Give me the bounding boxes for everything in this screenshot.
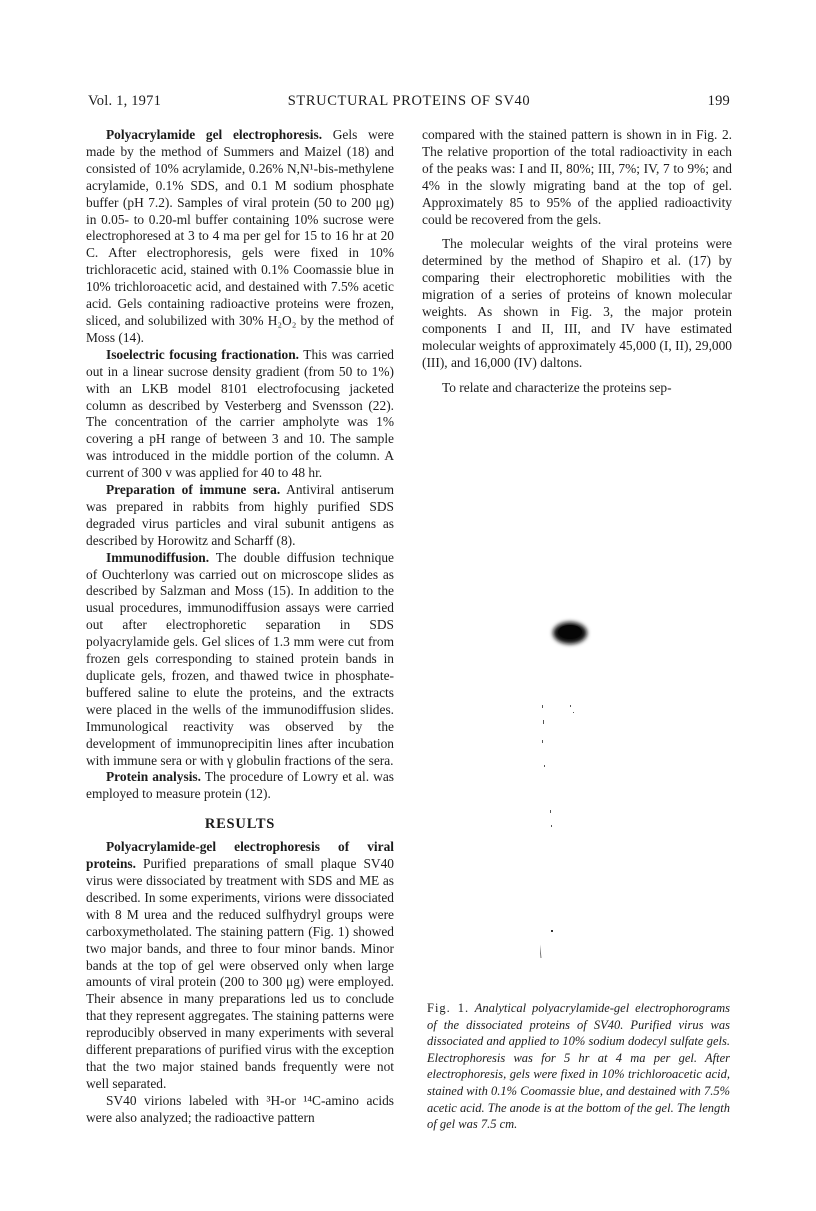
paragraph-immunodiffusion — [86, 550, 394, 770]
runin-heading: Polyacrylamide gel electrophoresis. — [106, 127, 323, 142]
gel-lower-dots — [540, 894, 553, 947]
paragraph-text: Gels were made by the method of Summers and Maizel (18) and consisted of 10% acrylamide, 0.26% N,N¹-bis-methylene acrylamide, 0.1% SDS, and 0.1 M sodium phosphate buffer (pH 7.2). Samples of viral protein (50 to 200 μg) in 0.05- to 0.20-ml buffer containing 10% sucrose were electrophoresed at 3 to 4 ma per gel for 15 to 16 hr at 20 C. After electrophoresis, gels were fixed in 10% trichloracetic acid, stained with 0.1% Coomassie blue in 10% trichloroacetic acid, and destained with 7.5% acetic acid. Gels containing radioactive proteins were frozen, sliced, and solubilized with 30% H₂O₂ by the method of Moss (14). — [86, 127, 394, 345]
runin-heading: Immunodiffusion. — [106, 549, 210, 565]
figure-caption — [427, 1000, 730, 1133]
paragraph-text: The double diffusion technique of Ouchterlony was carried out on microscope slides as described by Salzman and Moss (15). In addition to the usual procedures, immunodiffusion assays were carried out after electrophoretic separation in SDS polyacrylamide gels. Gel slices of 1.3 mm were cut from frozen gels corresponding to stained protein bands in duplicate gels, frozen, and thawed twice in phosphate-buffered saline to elute the proteins, and the extracts were placed in the wells of the immunodiffusion slides. Immunological reactivity was observed by the development of immunoprecipitin lines after incubation with immune sera or with γ globulin fractions of the sera. — [86, 549, 394, 768]
paragraph-isoelectric-focusing — [86, 347, 394, 482]
paragraph-radioactive: SV40 virions labeled with ³H-or ¹⁴C-amino acids were also analyzed; the radioactive pattern — [86, 1092, 394, 1125]
paragraph-continued: compared with the stained pattern is shown in in Fig. 2. The relative proportion of the total radioactivity in each of the peaks was: I and II, 80%; III, 7%; IV, 7 to 9%; and 4% in the slowly migrating band at the top of gel. Approximately 85 to 95% of the applied radioactivity could be recovered from the gels. — [422, 127, 732, 227]
paragraph-text: This was carried out in a linear sucrose density gradient (from 50 to 1%) with an LKB model 8101 electrofocusing jacketed column as described by Vesterberg and Svensson (22). The concentration of the carrier ampholyte was 1% covering a pH range of between 3 and 10. The sample was introduced in the middle portion of the column. A current of 300 v was applied for 40 to 48 hr. — [86, 346, 394, 481]
gel-band-major-core — [558, 625, 582, 639]
paragraph-immune-sera — [86, 482, 394, 550]
journal-volume: Vol. 1, 1971 — [88, 93, 162, 109]
running-title: STRUCTURAL PROTEINS OF SV40 — [287, 93, 531, 109]
page-number: 199 — [707, 93, 730, 109]
left-column — [86, 127, 394, 1127]
runin-heading: Preparation of immune sera. — [106, 482, 281, 498]
paragraph-text: Antiviral antiserum was prepared in rabbits from highly purified SDS degraded virus particles and viral subunit antigens as described by Horowitz and Scharff (8). — [86, 482, 394, 548]
paragraph-relate-characterize: To relate and characterize the proteins sep- — [442, 379, 672, 395]
right-column — [422, 127, 732, 397]
runin-heading: Protein analysis. — [106, 769, 201, 785]
gel-lane-specks — [540, 688, 574, 827]
figure-caption-text: Analytical polyacrylamide-gel electrophorograms of the dissociated proteins of SV40. Purified virus was dissociated and applied to 10% sodium dodecyl sulfate gels. Electrophoresis was for 5 hr at 4 ma per gel. After electrophoresis, gels were fixed in 10% trichloroacetic acid, stained with 0.1% Coomassie blue, and destained with 7.5% acetic acid. The anode is at the bottom of the gel. The length of gel was 7.5 cm. — [427, 1001, 730, 1132]
paragraph-results-gel — [86, 839, 394, 1093]
running-header — [88, 93, 730, 115]
runin-heading: Isoelectric focusing fractionation. — [106, 346, 300, 362]
figure-label: Fig. 1. — [427, 1001, 470, 1015]
runin-heading: Polyacrylamide-gel electrophoresis of viral proteins. — [86, 839, 394, 872]
results-heading: RESULTS — [204, 816, 276, 833]
paragraph-gel-electrophoresis — [86, 127, 394, 347]
paragraph-molecular-weights: The molecular weights of the viral proteins were determined by the method of Shapiro et al. (17) by comparing their electrophoretic mobilities with the migration of a series of proteins of known molecular weights. As shown in Fig. 3, the major protein components I and II, III, and IV have estimated molecular weights of approximately 45,000 (I, II), 29,000 (III), and 16,000 (IV) daltons. — [422, 236, 732, 370]
paragraph-text: The procedure of Lowry et al. was employed to measure protein (12). — [86, 769, 394, 802]
paragraph-protein-analysis — [86, 769, 394, 803]
gel-lower-trace — [540, 795, 541, 958]
paragraph-text: Purified preparations of small plaque SV40 virus were dissociated by treatment with SDS and ME as described. In some experiments, virions were dissociated with 8 M urea and the reduced sulfhydryl groups were carboxymetholated. The staining pattern (Fig. 1) showed two major bands, and three to four minor bands. Minor bands at the top of gel were observed only when large amounts of viral protein (200 to 300 μg) were employed. Their absence in many preparations led us to conclude that they represent aggregates. The staining patterns were reproducibly observed in many experiments with several different preparations of purified virus with the exception that the two major stained bands frequently were not well separated. — [86, 856, 395, 1091]
gel-electrophorogram-image — [540, 440, 610, 980]
